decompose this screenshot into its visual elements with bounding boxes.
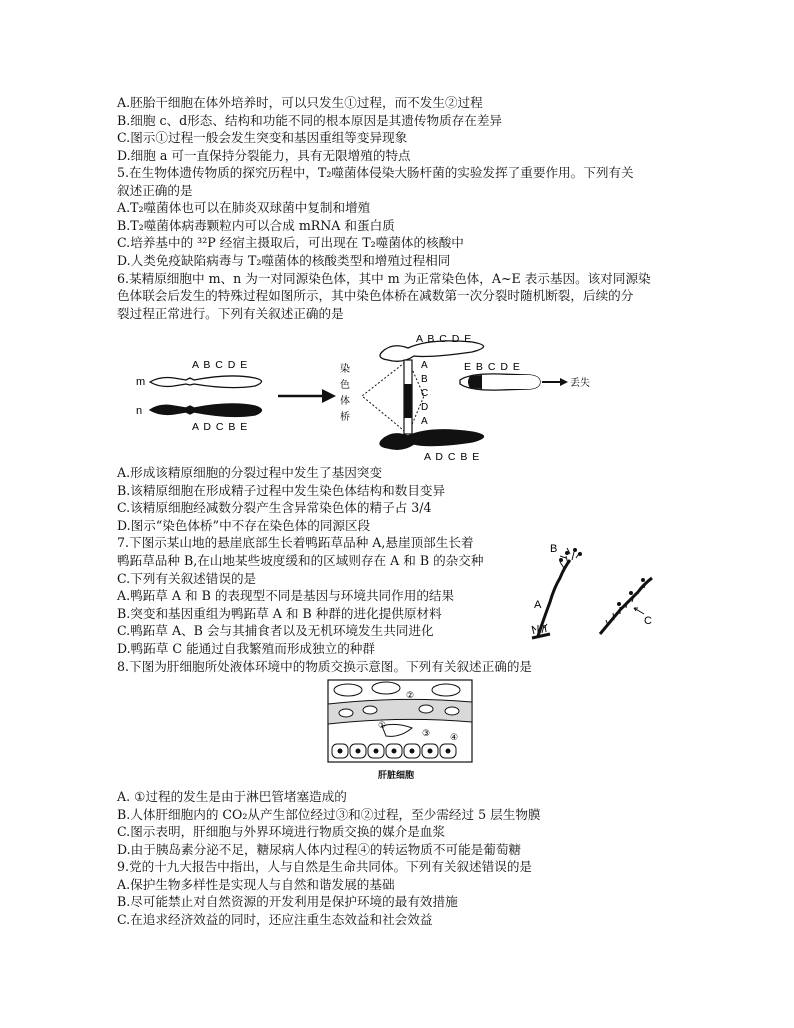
q6-option-c: C.该精原细胞经减数分裂产生含异常染色体的精子占 3/4: [117, 500, 432, 515]
genes-bottom: A D C B E: [424, 451, 481, 463]
q8-option-a: A. ①过程的发生是由于淋巴管堵塞造成的: [117, 789, 347, 804]
bridge-label-3: 体: [340, 396, 350, 407]
label-m: m: [136, 376, 146, 388]
plants-b: [560, 548, 582, 568]
q4-option-c: C.图示①过程一般会发生突变和基因重组等变异现象: [117, 130, 408, 145]
fragment-fill: [488, 375, 540, 389]
spindle-left: [362, 360, 408, 434]
fragment-black: [468, 375, 482, 389]
arrow-head: [322, 389, 336, 403]
genes-n: A D C B E: [192, 421, 249, 433]
cliff-left: [538, 560, 570, 636]
genes-m: A B C D E: [192, 359, 249, 371]
q5-option-d: D.人类免疫缺陷病毒与 T₂噬菌体的核酸类型和增殖过程相同: [117, 253, 451, 268]
q7-option-a: A.鸭跖草 A 和 B 的表现型不同是基因与环境共同作用的结果: [117, 588, 455, 603]
q9-stem: 9.党的十九大报告中指出，人与自然是生命共同体。下列有关叙述错误的是: [117, 859, 533, 874]
label-n: n: [136, 405, 143, 417]
q7-stem-3: C.下列有关叙述错误的是: [117, 571, 257, 586]
bridge-black: [404, 384, 412, 418]
bridge-gene-1: A: [421, 360, 428, 371]
mark-3: ③: [422, 728, 431, 738]
q7-option-d: D.鸭跖草 C 能通过自我繁殖而形成独立的种群: [117, 641, 375, 656]
q8-option-c: C.图示表明，肝细胞与外界环境进行物质交换的媒介是血浆: [117, 824, 446, 839]
q7-option-b: B.突变和基因重组为鸭跖草 A 和 B 种群的进化提供原材料: [117, 606, 442, 621]
q7-stem-2: 鸭跖草品种 B,在山地某些坡度缓和的区域则存在 A 和 B 的杂交种: [117, 553, 484, 568]
q5-stem-2: 叙述正确的是: [117, 183, 193, 198]
genes-fragment: E B C D E: [464, 361, 521, 373]
cliff-plant-figure: [520, 538, 680, 644]
q6-option-b: B.该精原细胞在形成精子过程中发生染色体结构和数目变异: [117, 483, 446, 498]
genes-top: A B C D E: [416, 333, 473, 345]
lost-arrow-head: [560, 378, 568, 386]
q9-option-b: B.尽可能禁止对自然资源的开发利用是保护环境的最有效措施: [117, 894, 458, 909]
bridge-label-1: 染: [340, 364, 350, 375]
q6-stem-1: 6.某精原细胞中 m、n 为一对同源染色体，其中 m 为正常染色体，A~E 表示基因。该对同源染: [117, 271, 651, 286]
chromosome-m: [150, 376, 262, 388]
q5-stem-1: 5.在生物体遗传物质的探究历程中，T₂噬菌体侵染大肠杆菌的实验发挥了重要作用。下列有关: [117, 165, 634, 180]
q5-option-b: B.T₂噬菌体病毒颗粒内可以合成 mRNA 和蛋白质: [117, 218, 395, 233]
bridge-gene-2: B: [421, 374, 428, 385]
liver-exchange-figure: [326, 678, 474, 784]
q9-option-c: C.在追求经济效益的同时，还应注重生态效益和社会效益: [117, 912, 433, 927]
q8-stem: 8.下图为肝细胞所处液体环境中的物质交换示意图。下列有关叙述正确的是: [117, 659, 533, 674]
bridge-label-4: 桥: [340, 412, 350, 423]
mark-4: ④: [450, 732, 459, 742]
chromosome-bridge-figure: [130, 328, 600, 464]
q4-option-a: A.胚胎干细胞在体外培养时，可以只发生①过程，而不发生②过程: [117, 95, 483, 110]
q7-option-c: C.鸭跖草 A、B 会与其捕食者以及无机环境发生共同进化: [117, 623, 434, 638]
mark-1: ①: [378, 720, 387, 730]
q4-option-d: D.细胞 a 可一直保持分裂能力，具有无限增殖的特点: [117, 148, 411, 163]
q8-option-d: D.由于胰岛素分泌不足，糖尿病人体内过程④的转运物质不可能是葡萄糖: [117, 842, 522, 857]
label-c: C: [644, 615, 652, 627]
lost-label: 丢失: [570, 378, 590, 389]
q6-stem-3: 裂过程正常进行。下列有关叙述正确的是: [117, 306, 344, 321]
label-b: B: [550, 543, 558, 555]
mark-2: ②: [406, 690, 415, 700]
cliff-left-base: [532, 634, 550, 638]
q5-option-c: C.培养基中的 ³²P 经宿主摄取后，可出现在 T₂噬菌体的核酸中: [117, 235, 464, 250]
bridge-gene-3: C: [421, 388, 429, 399]
bridge-label-2: 色: [340, 380, 350, 391]
label-a: A: [534, 599, 542, 611]
q8-option-b: B.人体肝细胞内的 CO₂从产生部位经过③和②过程，至少需经过 5 层生物膜: [117, 807, 541, 822]
bridge-gene-5: A: [421, 416, 428, 427]
q4-option-b: B.细胞 c、d形态、结构和功能不同的根本原因是其遗传物质存在差异: [117, 113, 503, 128]
bridge-gene-4: D: [421, 402, 429, 413]
chromosome-n: [150, 404, 262, 417]
q6-option-a: A.形成该精原细胞的分裂过程中发生了基因突变: [117, 465, 382, 480]
q6-stem-2: 色体联会后发生的特殊过程如图所示，其中染色体桥在减数第一次分裂时随机断裂，后续的分: [117, 288, 634, 303]
q6-option-d: D.图示“染色体桥”中不存在染色体的同源区段: [117, 518, 371, 533]
bottom-chromosome: [380, 430, 484, 450]
q9-option-a: A.保护生物多样性是实现人与自然和谐发展的基础: [117, 877, 395, 892]
q5-option-a: A.T₂噬菌体也可以在肺炎双球菌中复制和增殖: [117, 200, 371, 215]
q7-stem-1: 7.下图示某山地的悬崖底部生长着鸭跖草品种 A,悬崖顶部生长着: [117, 535, 474, 550]
figure-caption: 肝脏细胞: [378, 770, 415, 780]
